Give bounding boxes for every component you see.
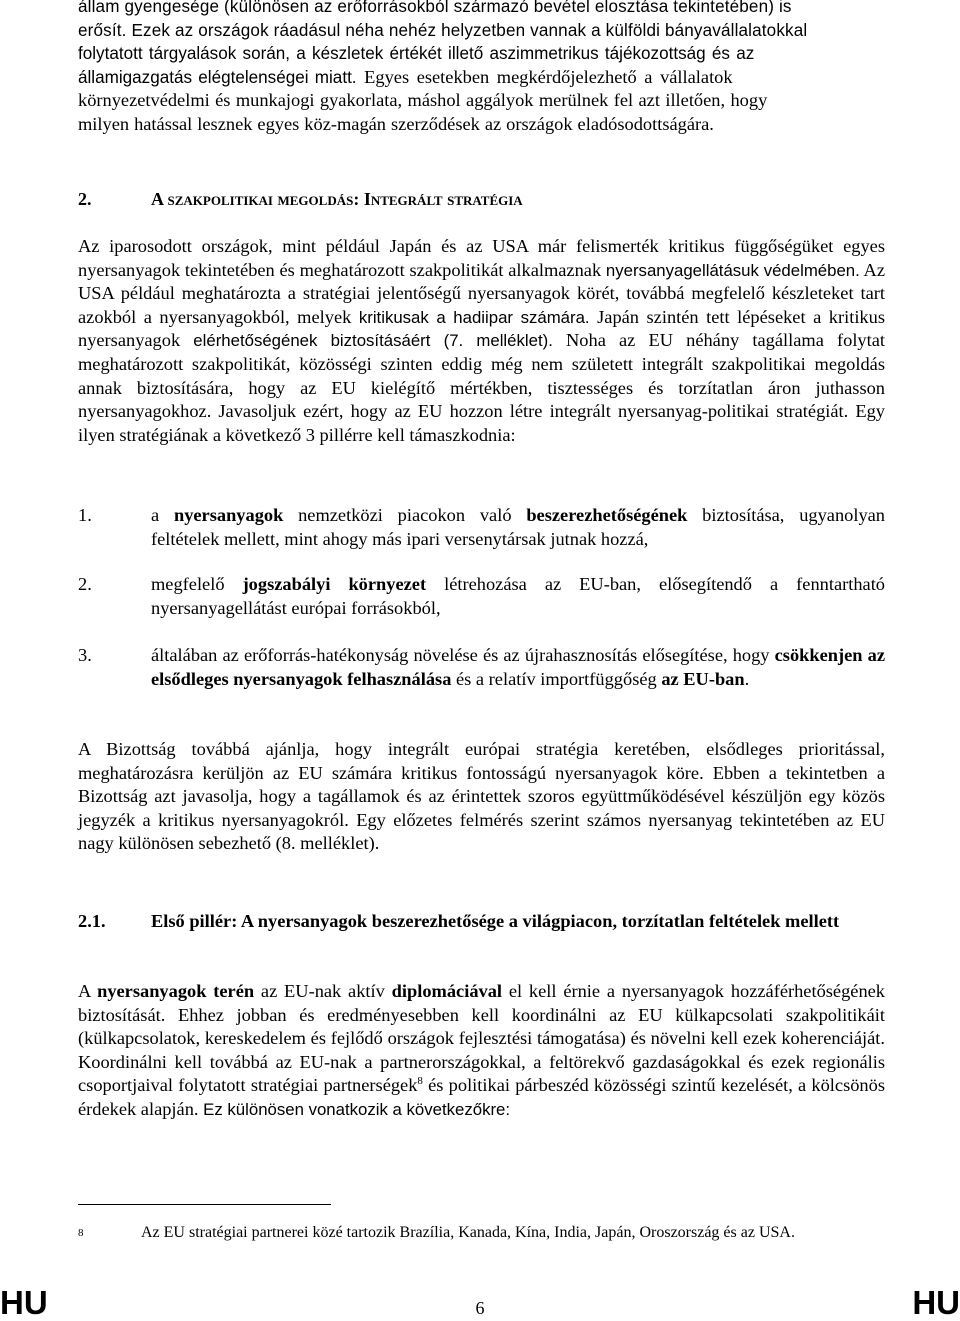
paragraph-span: A xyxy=(78,981,98,1001)
list-number: 2. xyxy=(78,574,92,594)
intro-line: erősít. Ezek az országok ráadásul néha nehéz helyzetben vannak a külföldi bányavállalatokkal xyxy=(78,20,808,40)
list-text-span: . xyxy=(744,668,750,689)
footnote-divider xyxy=(78,1204,331,1205)
list-text-bold: csökkenjen az elsődleges nyersanyagok felhasználása xyxy=(151,645,885,689)
footnote-text: Az EU stratégiai partnerei közé tartozik Brazília, Kanada, Kína, India, Japán, Oroszország és az USA. xyxy=(141,1224,795,1241)
paragraph-span-sans: Ez különösen vonatkozik a következőkre: xyxy=(198,1099,511,1119)
paragraph-span: Noha az EU néhány tagállama folytat meghatározott szakpolitikát, közösségi szinten eddig még nem született integrált szakpolitikai megoldás annak biztosítására, hogy az EU kielégítő mértékben, tisztességes és torzítatlan áron juthasson nyersanyagokhoz. Javasoljuk ezért, hogy az EU hozzon létre integrált nyersanyag-politikai stratégiát. Egy ilyen stratégiának a következő 3 pillérre kell támaszkodnia: xyxy=(78,330,885,445)
intro-line xyxy=(78,66,885,90)
page-footer xyxy=(0,1285,960,1320)
paragraph-span: és politikai párbeszéd közösségi szintű kezelését, a kölcsönös érdekek alapján. xyxy=(78,1075,885,1119)
footnote-ref[interactable]: 8 xyxy=(417,1075,423,1088)
list-text xyxy=(151,573,885,620)
section-title: A szakpolitikai megoldás: Integrált stratégia xyxy=(151,189,523,209)
list-text-bold: nyersanyagok xyxy=(173,505,284,525)
intro-line: környezetvédelmi és munkajogi gyakorlata, máshol aggályok merülnek fel azt illetően, hogy xyxy=(78,90,768,110)
paragraph-text xyxy=(78,235,885,447)
list-item xyxy=(78,504,885,551)
intro-paragraph xyxy=(78,0,885,136)
paragraph: A Bizottság továbbá ajánlja, hogy integrált európai stratégia keretében, elsődleges prioritással, meghatározásra kerüljön az EU számára kritikus fontosságú nyersanyagok köre. Ebben a tekintetben a Bizottság azt javasolja, hogy a tagállamok és az érintettek szoros együttműködésével készüljön egy közös jegyzék a kritikus nyersanyagokról. Egy előzetes felmérés szerint számos nyersanyag tekintetében az EU nagy különösen sebezhető (8. melléklet). xyxy=(78,739,885,854)
list-text-bold: jogszabályi környezet xyxy=(242,574,427,594)
list-text-span: létrehozása az EU-ban, elősegítendő a fenntartható nyersanyagellátást európai forrásokból, xyxy=(151,574,885,618)
footnote xyxy=(78,1222,885,1244)
list-text xyxy=(151,644,885,691)
language-code-right: HU xyxy=(912,1284,960,1321)
list-number: 3. xyxy=(78,645,92,665)
paragraph-span: Ehhez jobban és eredményesebben kell koordinálni az EU külkapcsolati szakpolitikáit (külkapcsolatok, kereskedelem és fejlődő országok fejlesztési támogatása) és növelni kell ezek koherenciáját. Koordinálni kell továbbá az EU-nak a partnerországokkal, a feltörekvő gazdaságokkal és ezek regionális csoportjaival folytatott stratégiai partnerségek xyxy=(78,1004,885,1096)
paragraph-span-sans: elérhetőségének biztosításáért (7. melléklet). xyxy=(193,331,553,351)
subsection-title: Első pillér: A nyersanyagok beszerezhetősége a világpiacon, torzítatlan feltételek mellett xyxy=(151,911,840,931)
intro-line-sans: államigazgatás elégtelenségei miatt. xyxy=(78,67,357,87)
list-item xyxy=(78,573,885,620)
intro-line: milyen hatással lesznek egyes köz-magán szerződések az országok eladósodottságára. xyxy=(78,113,714,134)
intro-line-serif: Egyes esetekben megkérdőjelezhető a vállalatok xyxy=(356,66,733,87)
footnote-number: 8 xyxy=(78,1227,84,1239)
paragraph-bold: diplomáciával xyxy=(391,981,503,1001)
paragraph-span: el kell érnie a nyersanyagok hozzáférhetőségének biztosítását. xyxy=(78,981,885,1025)
list-text-bold: beszerezhetőségének xyxy=(526,505,688,525)
list-item xyxy=(78,644,885,691)
subsection-heading xyxy=(78,910,885,934)
intro-line: folytatott tárgyalások során, a készletek értékét illető aszimmetrikus tájékozottság és az xyxy=(78,44,755,63)
list-text-span: és a relatív importfüggőség xyxy=(451,668,662,689)
intro-line: állam gyengesége (különösen az erőforrásokból származó bevétel elosztása tekintetében) is xyxy=(78,0,792,16)
list-text xyxy=(151,504,885,551)
list-number: 1. xyxy=(78,505,92,525)
paragraph xyxy=(78,235,885,447)
list-text-span: megfelelő xyxy=(151,574,243,594)
paragraph-span-sans: nyersanyagellátásuk védelmében. xyxy=(605,260,860,280)
list-text-span: nemzetközi piacokon való xyxy=(283,505,527,525)
list-text-span: a xyxy=(151,505,174,525)
language-code-left: HU xyxy=(0,1284,48,1321)
paragraph-span: Japán szintén tett lépéseket a kritikus nyersanyagok xyxy=(78,306,885,351)
page-number: 6 xyxy=(475,1298,485,1318)
section-number: 2. xyxy=(78,189,92,209)
list-text-span: biztosítása, ugyanolyan feltételek mellett, mint ahogy más ipari versenytársak jutnak hozzá, xyxy=(151,505,885,549)
paragraph-span: az EU-nak aktív xyxy=(254,981,392,1001)
paragraph-span-sans: kritikusak a hadiipar számára. xyxy=(358,307,590,327)
paragraph xyxy=(78,980,885,1122)
paragraph-bold: nyersanyagok terén xyxy=(97,981,255,1001)
paragraph-span: Az iparosodott országok, mint például Japán és az USA már felismerték kritikus függőségüket egyes nyersanyagok tekintetében és meghatározott szakpolitikát alkalmaznak xyxy=(78,236,885,280)
section-heading xyxy=(78,189,885,210)
paragraph-span: Az USA például meghatározta a stratégiai jelentőségű nyersanyagok körét, továbbá megfelelő készleteket tart azokból a nyersanyagokból, melyek xyxy=(78,259,885,327)
list-text-span: általában az erőforrás-hatékonyság növelése és az újrahasznosítás elősegítése, hogy xyxy=(151,645,775,665)
subsection-number: 2.1. xyxy=(78,911,106,931)
list-text-bold: az EU-ban xyxy=(661,668,745,689)
